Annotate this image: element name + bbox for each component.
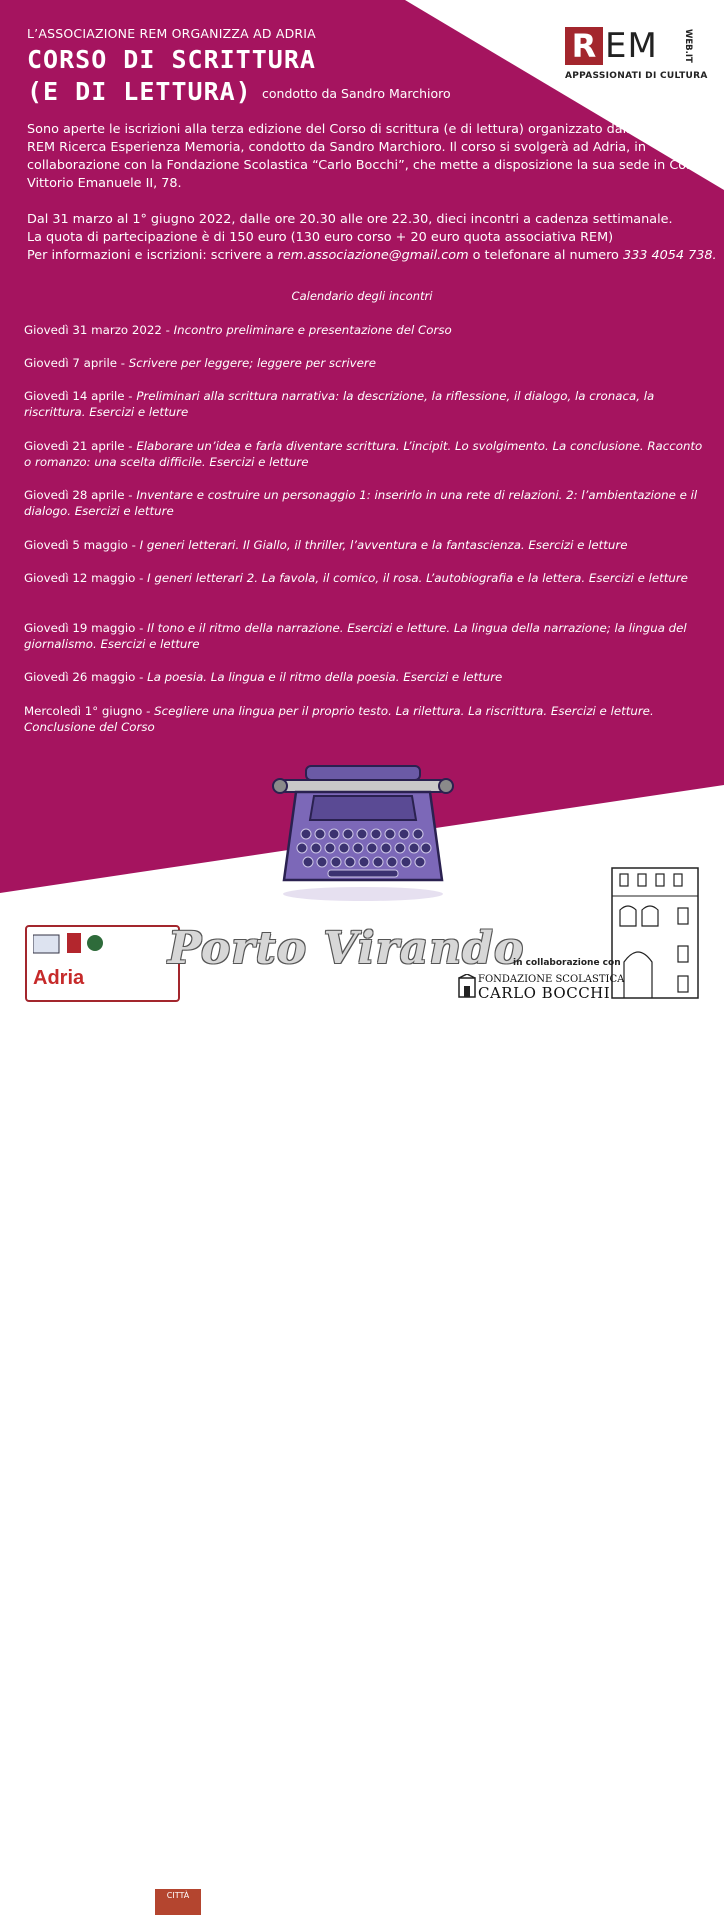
event-topic: I generi letterari 2. La favola, il comico, il rosa. L’autobiografia e la lettera. Esercizi e letture <box>147 571 688 585</box>
adria-label: Adria <box>33 967 85 989</box>
event-topic: Inventare e costruire un personaggio 1: inserirlo in una rete di relazioni. 2: l’ambientazione e il dialogo. Esercizi e letture <box>24 488 698 518</box>
calendar-event: Mercoledì 1° giugno - Scegliere una lingua per il proprio testo. La rilettura. La riscrittura. Esercizi e letture. Conclusione del Corso <box>24 704 654 734</box>
email-link[interactable]: rem.associazione@gmail.com <box>277 248 469 263</box>
calendar-event: Giovedì 5 maggio - I generi letterari. Il Giallo, il thriller, l’avventura e la fantascienza. Esercizi e letture <box>24 538 628 552</box>
event-topic: Scegliere una lingua per il proprio testo. La rilettura. La riscrittura. Esercizi e letture. Conclusione del Corso <box>24 704 654 734</box>
citta-badge: CITTÀ <box>155 1889 201 1915</box>
event-topic: Scrivere per leggere; leggere per scrivere <box>128 356 377 370</box>
rem-logo-em: EM <box>605 26 658 66</box>
carlo-bocchi-label: CARLO BOCCHI <box>478 984 611 1002</box>
contact-prefix: Per informazioni e iscrizioni: scrivere a <box>27 248 278 263</box>
porto-virando-logo: Porto Virando <box>168 923 525 974</box>
collaboration-label: in collaborazione con <box>513 958 621 968</box>
calendar-title: Calendario degli incontri <box>291 289 433 303</box>
event-topic: Incontro preliminare e presentazione del Corso <box>173 323 452 337</box>
event-date: Giovedì 26 maggio <box>24 670 136 684</box>
byline: condotto da Sandro Marchioro <box>262 86 451 101</box>
adria-logo-box <box>25 925 190 1900</box>
event-date: Giovedì 14 aprile <box>24 389 125 403</box>
event-date: Mercoledì 1° giugno <box>24 704 143 718</box>
course-title-line2: (E DI LETTURA) <box>27 77 252 106</box>
event-date: Giovedì 12 maggio <box>24 571 136 585</box>
rem-tagline: APPASSIONATI DI CULTURA <box>565 71 708 81</box>
schedule-dates: Dal 31 marzo al 1° giugno 2022, dalle ore 20.30 alle ore 22.30, dieci incontri a cadenza settimanale. <box>27 212 673 227</box>
calendar-event: Giovedì 14 aprile - Preliminari alla scrittura narrativa: la descrizione, la riflessione, il dialogo, la cronaca, la riscrittura. Esercizi e letture <box>24 389 655 419</box>
rem-logo-web: WEB.IT <box>683 29 693 63</box>
rem-logo <box>565 26 708 87</box>
calendar-event: Giovedì 19 maggio - Il tono e il ritmo della narrazione. Esercizi e letture. La lingua della narrazione; la lingua del giornalismo. Esercizi e letture <box>24 621 687 651</box>
contact-line <box>27 247 717 265</box>
schedule-paragraph <box>27 211 717 265</box>
intro-paragraph: Sono aperte le iscrizioni alla terza edizione del Corso di scrittura (e di lettura) organizzato dall’associazione REM Ricerca Esperienza Memoria, condotto da Sandro Marchioro. Il corso si svolgerà ad Adria, in collaborazione con la Fondazione Scolastica “Carlo Bocchi”, che mette a disposizione la sua sede in Corso Vittorio Emanuele II, 78. <box>27 122 716 191</box>
institution-logos <box>33 933 113 955</box>
event-date: Giovedì 19 maggio <box>24 621 136 635</box>
phone-number[interactable]: 333 4054 738. <box>622 248 717 263</box>
event-topic: La poesia. La lingua e il ritmo della poesia. Esercizi e letture <box>147 670 503 684</box>
calendar-event: Giovedì 7 aprile - Scrivere per leggere; leggere per scrivere <box>24 356 377 370</box>
event-topic: Il tono e il ritmo della narrazione. Esercizi e letture. La lingua della narrazione; la lingua del giornalismo. Esercizi e letture <box>24 621 687 651</box>
event-date: Giovedì 31 marzo 2022 <box>24 323 162 337</box>
calendar-event: Giovedì 12 maggio - I generi letterari 2. La favola, il comico, il rosa. L’autobiografia e la lettera. Esercizi e letture <box>24 571 688 585</box>
course-title-line1: CORSO DI SCRITTURA <box>27 45 316 74</box>
event-date: Giovedì 21 aprile <box>24 439 125 453</box>
calendar-event: Giovedì 26 maggio - La poesia. La lingua e il ritmo della poesia. Esercizi e letture <box>24 670 503 684</box>
fee-line: La quota di partecipazione è di 150 euro (130 euro corso + 20 euro quota associativa REM) <box>27 230 614 245</box>
event-topic: I generi letterari. Il Giallo, il thriller, l’avventura e la fantascienza. Esercizi e letture <box>139 538 628 552</box>
event-date: Giovedì 7 aprile <box>24 356 118 370</box>
event-date: Giovedì 5 maggio <box>24 538 128 552</box>
event-date: Giovedì 28 aprile <box>24 488 125 502</box>
calendar-event: Giovedì 21 aprile - Elaborare un’idea e farla diventare scrittura. L’incipit. Lo svolgimento. La conclusione. Racconto o romanzo: una scelta difficile. Esercizi e letture <box>24 439 703 469</box>
kicker-text: L’ASSOCIAZIONE REM ORGANIZZA AD ADRIA <box>27 26 316 41</box>
event-topic: Preliminari alla scrittura narrativa: la descrizione, la riflessione, il dialogo, la cronaca, la riscrittura. Esercizi e letture <box>24 389 655 419</box>
rem-logo-r: R <box>565 27 603 65</box>
contact-middle: o telefonare al numero <box>468 248 623 263</box>
event-topic: Elaborare un’idea e farla diventare scrittura. L’incipit. Lo svolgimento. La conclusione. Racconto o romanzo: una scelta difficile. Esercizi e letture <box>24 439 703 469</box>
typewriter-illustration <box>270 762 456 902</box>
fondazione-label: FONDAZIONE SCOLASTICA <box>478 974 625 985</box>
calendar-event: Giovedì 28 aprile - Inventare e costruire un personaggio 1: inserirlo in una rete di relazioni. 2: l’ambientazione e il dialogo. Esercizi e letture <box>24 488 698 518</box>
calendar-event: Giovedì 31 marzo 2022 - Incontro preliminare e presentazione del Corso <box>24 323 452 337</box>
fondazione-emblem-icon <box>458 974 476 998</box>
